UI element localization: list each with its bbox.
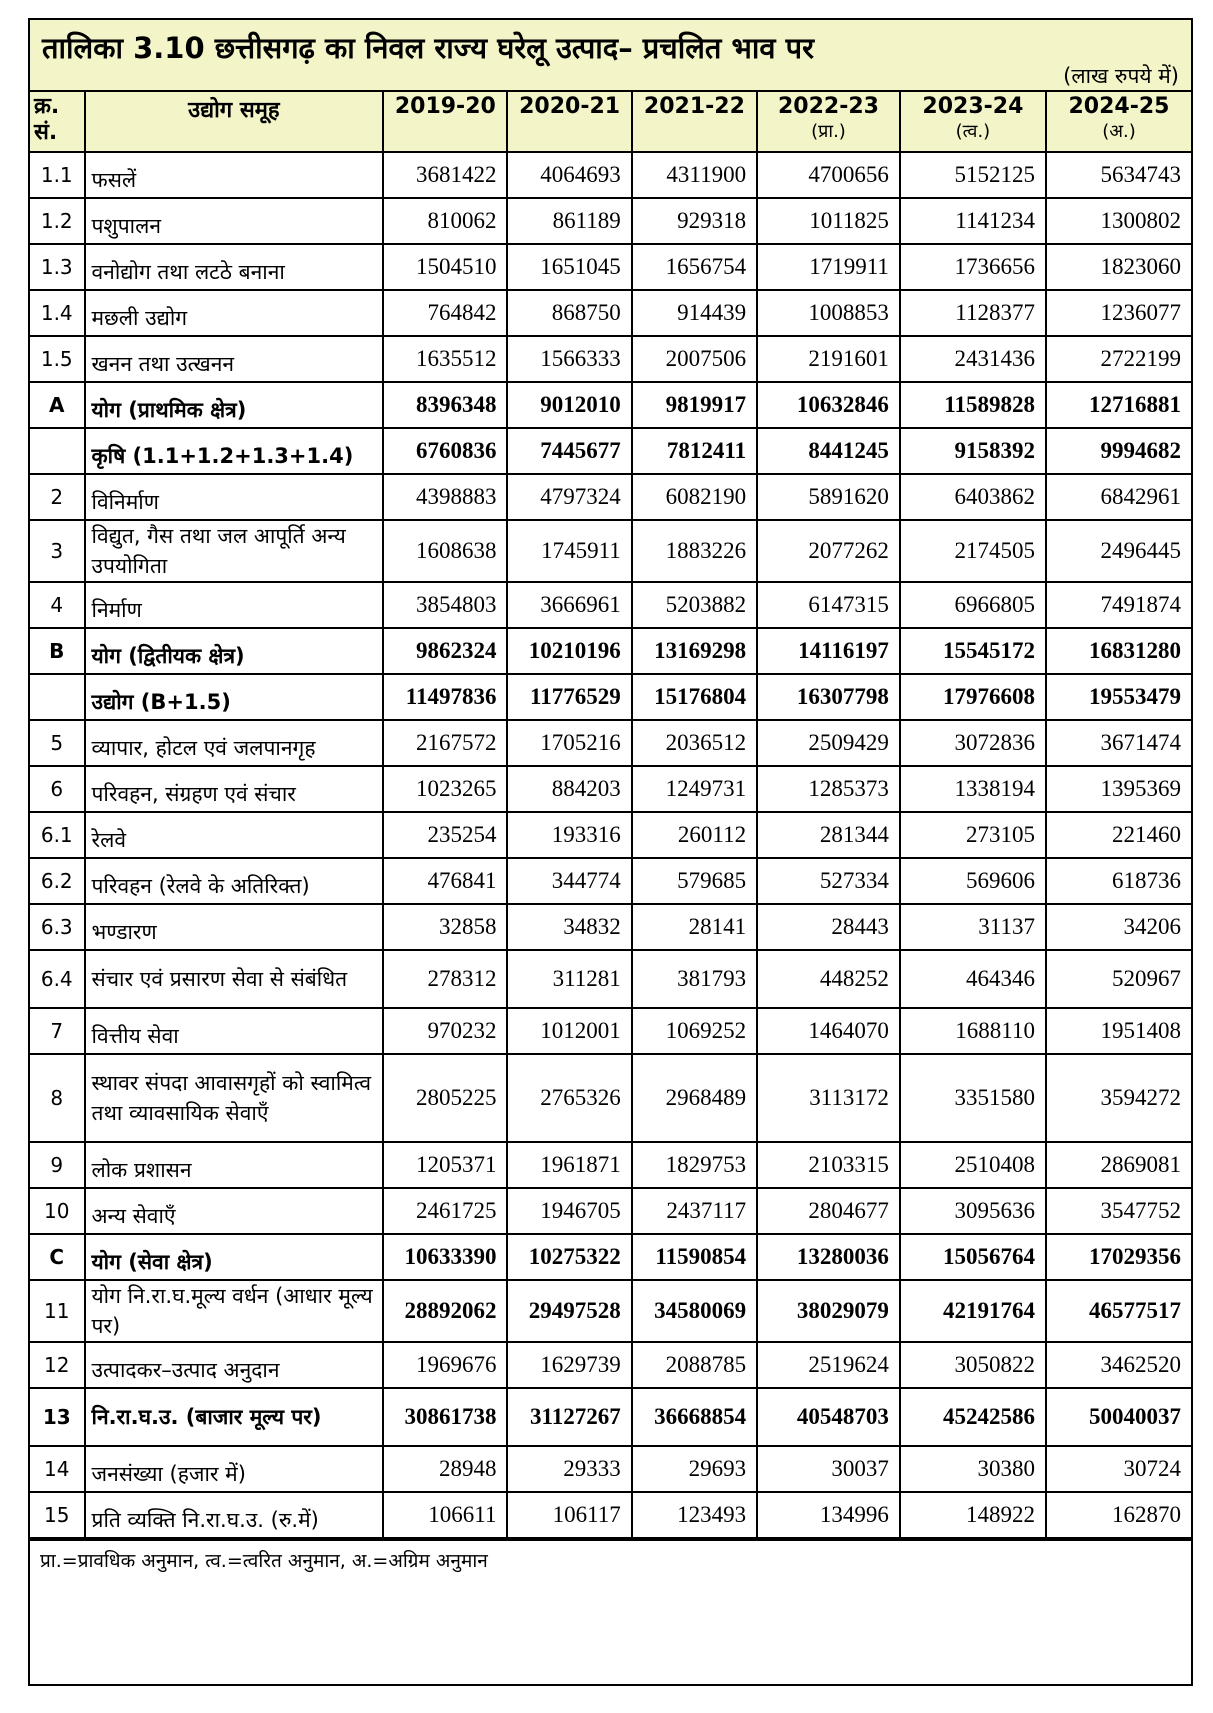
value-cell: 3854803 [383,582,507,628]
table-body [30,152,1191,1538]
serial-number-cell: 6.2 [30,858,85,904]
value-cell: 2431436 [900,336,1046,382]
header-year-label: 2019-20 [394,94,496,119]
value-cell: 7491874 [1046,582,1191,628]
serial-number-cell: 2 [30,474,85,520]
header-year [757,92,900,152]
table-row [30,1234,1191,1280]
value-cell: 40548703 [757,1388,900,1446]
gdp-table [30,92,1191,1539]
industry-name-cell: पशुपालन [85,198,384,244]
value-cell: 106117 [507,1492,631,1538]
value-cell: 2804677 [757,1188,900,1234]
value-cell: 2167572 [383,720,507,766]
value-cell: 2519624 [757,1342,900,1388]
value-cell: 1069252 [632,1008,757,1054]
value-cell: 6966805 [900,582,1046,628]
serial-number-cell: A [30,382,85,428]
industry-name-cell: विनिर्माण [85,474,384,520]
serial-number-cell [30,428,85,474]
header-year [632,92,757,152]
value-cell: 914439 [632,290,757,336]
header-year [383,92,507,152]
value-cell: 2496445 [1046,520,1191,582]
value-cell: 19553479 [1046,674,1191,720]
value-cell: 3050822 [900,1342,1046,1388]
header-industry-group: उद्योग समूह [85,92,384,152]
value-cell: 13280036 [757,1234,900,1280]
value-cell: 1829753 [632,1142,757,1188]
table-row [30,858,1191,904]
value-cell: 1745911 [507,520,631,582]
value-cell: 1249731 [632,766,757,812]
value-cell: 2007506 [632,336,757,382]
serial-number-cell: 6 [30,766,85,812]
header-year-label: 2022-23 [777,94,879,119]
table-row [30,1492,1191,1538]
industry-name-cell: योग (प्राथमिक क्षेत्र) [85,382,384,428]
value-cell: 2103315 [757,1142,900,1188]
industry-name-cell: विद्युत, गैस तथा जल आपूर्ति अन्य उपयोगिता [85,520,384,582]
industry-name-cell: भण्डारण [85,904,384,950]
value-cell: 4700656 [757,152,900,198]
value-cell: 1011825 [757,198,900,244]
serial-number-cell: 1.3 [30,244,85,290]
value-cell: 6082190 [632,474,757,520]
value-cell: 221460 [1046,812,1191,858]
header-year-estimate-type: (प्रा.) [811,121,846,142]
value-cell: 28892062 [383,1280,507,1342]
industry-name-cell: स्थावर संपदा आवासगृहों को स्वामित्व तथा व्यावसायिक सेवाएँ [85,1054,384,1142]
value-cell: 1285373 [757,766,900,812]
value-cell: 1656754 [632,244,757,290]
value-cell: 30380 [900,1446,1046,1492]
value-cell: 929318 [632,198,757,244]
industry-name-cell: उत्पादकर–उत्पाद अनुदान [85,1342,384,1388]
table-row [30,1054,1191,1142]
serial-number-cell: 1.2 [30,198,85,244]
value-cell: 235254 [383,812,507,858]
value-cell: 868750 [507,290,631,336]
table-row [30,290,1191,336]
industry-name-cell: रेलवे [85,812,384,858]
value-cell: 1464070 [757,1008,900,1054]
value-cell: 4311900 [632,152,757,198]
value-cell: 11776529 [507,674,631,720]
serial-number-cell: 6.1 [30,812,85,858]
value-cell: 1128377 [900,290,1046,336]
value-cell: 569606 [900,858,1046,904]
unit-note: (लाख रुपये में) [1063,64,1179,88]
value-cell: 1236077 [1046,290,1191,336]
value-cell: 579685 [632,858,757,904]
industry-name-cell: लोक प्रशासन [85,1142,384,1188]
value-cell: 5203882 [632,582,757,628]
value-cell: 15176804 [632,674,757,720]
value-cell: 31127267 [507,1388,631,1446]
value-cell: 1946705 [507,1188,631,1234]
value-cell: 45242586 [900,1388,1046,1446]
value-cell: 1205371 [383,1142,507,1188]
table-row [30,720,1191,766]
industry-name-cell: निर्माण [85,582,384,628]
industry-name-cell: मछली उद्योग [85,290,384,336]
value-cell: 2805225 [383,1054,507,1142]
serial-number-cell: 9 [30,1142,85,1188]
value-cell: 134996 [757,1492,900,1538]
value-cell: 16307798 [757,674,900,720]
serial-number-cell: 3 [30,520,85,582]
value-cell: 28948 [383,1446,507,1492]
value-cell: 11497836 [383,674,507,720]
header-year-label: 2020-21 [519,94,621,119]
serial-number-cell: 1.5 [30,336,85,382]
value-cell: 1705216 [507,720,631,766]
table-row [30,1446,1191,1492]
value-cell: 278312 [383,950,507,1008]
value-cell: 1395369 [1046,766,1191,812]
industry-name-cell: योग (द्वितीयक क्षेत्र) [85,628,384,674]
value-cell: 11590854 [632,1234,757,1280]
value-cell: 2510408 [900,1142,1046,1188]
serial-number-cell: B [30,628,85,674]
value-cell: 9862324 [383,628,507,674]
value-cell: 970232 [383,1008,507,1054]
header-year-estimate-type: (त्व.) [955,121,991,142]
header-year-label: 2023-24 [922,94,1024,119]
value-cell: 3681422 [383,152,507,198]
value-cell: 1300802 [1046,198,1191,244]
value-cell: 3671474 [1046,720,1191,766]
value-cell: 32858 [383,904,507,950]
value-cell: 10632846 [757,382,900,428]
table-row [30,520,1191,582]
industry-name-cell: वित्तीय सेवा [85,1008,384,1054]
industry-name-cell: जनसंख्या (हजार में) [85,1446,384,1492]
industry-name-cell: संचार एवं प्रसारण सेवा से संबंधित [85,950,384,1008]
value-cell: 148922 [900,1492,1046,1538]
value-cell: 36668854 [632,1388,757,1446]
serial-number-cell: 14 [30,1446,85,1492]
value-cell: 10275322 [507,1234,631,1280]
value-cell: 260112 [632,812,757,858]
value-cell: 1141234 [900,198,1046,244]
industry-name-cell: फसलें [85,152,384,198]
value-cell: 2077262 [757,520,900,582]
table-row [30,1142,1191,1188]
value-cell: 13169298 [632,628,757,674]
value-cell: 15545172 [900,628,1046,674]
table-row [30,950,1191,1008]
industry-name-cell: प्रति व्यक्ति नि.रा.घ.उ. (रु.में) [85,1492,384,1538]
serial-number-cell: 6.3 [30,904,85,950]
header-year-label: 2024-25 [1068,94,1170,119]
value-cell: 46577517 [1046,1280,1191,1342]
serial-number-cell: 15 [30,1492,85,1538]
value-cell: 1961871 [507,1142,631,1188]
value-cell: 50040037 [1046,1388,1191,1446]
value-cell: 4398883 [383,474,507,520]
value-cell: 12716881 [1046,382,1191,428]
industry-name-cell: व्यापार, होटल एवं जलपानगृह [85,720,384,766]
value-cell: 2174505 [900,520,1046,582]
value-cell: 11589828 [900,382,1046,428]
value-cell: 2869081 [1046,1142,1191,1188]
value-cell: 884203 [507,766,631,812]
value-cell: 34206 [1046,904,1191,950]
value-cell: 527334 [757,858,900,904]
value-cell: 2509429 [757,720,900,766]
value-cell: 1338194 [900,766,1046,812]
value-cell: 34832 [507,904,631,950]
value-cell: 764842 [383,290,507,336]
industry-name-cell: वनोद्योग तथा लटठे बनाना [85,244,384,290]
title-bar [30,20,1191,92]
value-cell: 30724 [1046,1446,1191,1492]
industry-name-cell: उद्योग (B+1.5) [85,674,384,720]
value-cell: 381793 [632,950,757,1008]
value-cell: 5152125 [900,152,1046,198]
value-cell: 3666961 [507,582,631,628]
value-cell: 3095636 [900,1188,1046,1234]
value-cell: 3594272 [1046,1054,1191,1142]
value-cell: 38029079 [757,1280,900,1342]
value-cell: 14116197 [757,628,900,674]
header-row [30,92,1191,152]
value-cell: 123493 [632,1492,757,1538]
value-cell: 1969676 [383,1342,507,1388]
header-year-label: 2021-22 [643,94,745,119]
value-cell: 5891620 [757,474,900,520]
value-cell: 28443 [757,904,900,950]
industry-name-cell: योग (सेवा क्षेत्र) [85,1234,384,1280]
table-row [30,1008,1191,1054]
serial-number-cell: 7 [30,1008,85,1054]
value-cell: 344774 [507,858,631,904]
value-cell: 273105 [900,812,1046,858]
serial-number-cell: 5 [30,720,85,766]
value-cell: 162870 [1046,1492,1191,1538]
value-cell: 2191601 [757,336,900,382]
table-row [30,1280,1191,1342]
value-cell: 6147315 [757,582,900,628]
serial-number-cell: 8 [30,1054,85,1142]
value-cell: 31137 [900,904,1046,950]
value-cell: 34580069 [632,1280,757,1342]
table-row [30,382,1191,428]
value-cell: 1629739 [507,1342,631,1388]
value-cell: 464346 [900,950,1046,1008]
value-cell: 1608638 [383,520,507,582]
value-cell: 6760836 [383,428,507,474]
value-cell: 2722199 [1046,336,1191,382]
value-cell: 1504510 [383,244,507,290]
value-cell: 17029356 [1046,1234,1191,1280]
industry-name-cell: खनन तथा उत्खनन [85,336,384,382]
value-cell: 476841 [383,858,507,904]
document-page [28,18,1193,1686]
value-cell: 8396348 [383,382,507,428]
table-row [30,474,1191,520]
value-cell: 7445677 [507,428,631,474]
value-cell: 1883226 [632,520,757,582]
serial-number-cell: 6.4 [30,950,85,1008]
value-cell: 3351580 [900,1054,1046,1142]
serial-number-cell: 4 [30,582,85,628]
value-cell: 6403862 [900,474,1046,520]
serial-number-cell: 12 [30,1342,85,1388]
header-year [507,92,631,152]
value-cell: 311281 [507,950,631,1008]
table-row [30,1388,1191,1446]
value-cell: 2036512 [632,720,757,766]
serial-number-cell: 10 [30,1188,85,1234]
industry-name-cell: अन्य सेवाएँ [85,1188,384,1234]
header-year-estimate-type: (अ.) [1102,121,1136,142]
value-cell: 3113172 [757,1054,900,1142]
value-cell: 3072836 [900,720,1046,766]
value-cell: 30861738 [383,1388,507,1446]
value-cell: 9994682 [1046,428,1191,474]
value-cell: 281344 [757,812,900,858]
serial-number-cell: C [30,1234,85,1280]
table-title: तालिका 3.10 छत्तीसगढ़ का निवल राज्य घरेलू उत्पाद– प्रचलित भाव पर [42,31,814,65]
value-cell: 4064693 [507,152,631,198]
value-cell: 15056764 [900,1234,1046,1280]
header-year [1046,92,1191,152]
footnote: प्रा.=प्रावधिक अनुमान, त्व.=त्वरित अनुमान, अ.=अग्रिम अनुमान [30,1539,1191,1575]
value-cell: 2968489 [632,1054,757,1142]
value-cell: 29693 [632,1446,757,1492]
value-cell: 861189 [507,198,631,244]
value-cell: 1823060 [1046,244,1191,290]
header-serial-number: क्र. सं. [30,92,85,152]
value-cell: 810062 [383,198,507,244]
value-cell: 1635512 [383,336,507,382]
value-cell: 3547752 [1046,1188,1191,1234]
value-cell: 1951408 [1046,1008,1191,1054]
table-row [30,1342,1191,1388]
value-cell: 1651045 [507,244,631,290]
industry-name-cell: परिवहन (रेलवे के अतिरिक्त) [85,858,384,904]
value-cell: 29497528 [507,1280,631,1342]
table-row [30,628,1191,674]
value-cell: 9012010 [507,382,631,428]
value-cell: 193316 [507,812,631,858]
value-cell: 1736656 [900,244,1046,290]
value-cell: 448252 [757,950,900,1008]
industry-name-cell: कृषि (1.1+1.2+1.3+1.4) [85,428,384,474]
value-cell: 3462520 [1046,1342,1191,1388]
value-cell: 10633390 [383,1234,507,1280]
value-cell: 1566333 [507,336,631,382]
value-cell: 4797324 [507,474,631,520]
value-cell: 2765326 [507,1054,631,1142]
header-year [900,92,1046,152]
table-row [30,1188,1191,1234]
serial-number-cell: 11 [30,1280,85,1342]
value-cell: 520967 [1046,950,1191,1008]
value-cell: 28141 [632,904,757,950]
value-cell: 106611 [383,1492,507,1538]
table-row [30,766,1191,812]
table-row [30,582,1191,628]
table-row [30,428,1191,474]
value-cell: 1719911 [757,244,900,290]
table-row [30,244,1191,290]
table-row [30,812,1191,858]
value-cell: 1008853 [757,290,900,336]
value-cell: 2461725 [383,1188,507,1234]
serial-number-cell [30,674,85,720]
table-row [30,904,1191,950]
value-cell: 5634743 [1046,152,1191,198]
value-cell: 17976608 [900,674,1046,720]
value-cell: 6842961 [1046,474,1191,520]
value-cell: 1688110 [900,1008,1046,1054]
table-row [30,674,1191,720]
value-cell: 29333 [507,1446,631,1492]
value-cell: 2088785 [632,1342,757,1388]
table-row [30,336,1191,382]
serial-number-cell: 1.4 [30,290,85,336]
value-cell: 7812411 [632,428,757,474]
industry-name-cell: योग नि.रा.घ.मूल्य वर्धन (आधार मूल्य पर) [85,1280,384,1342]
value-cell: 1012001 [507,1008,631,1054]
industry-name-cell: नि.रा.घ.उ. (बाजार मूल्य पर) [85,1388,384,1446]
value-cell: 42191764 [900,1280,1046,1342]
value-cell: 9158392 [900,428,1046,474]
value-cell: 2437117 [632,1188,757,1234]
value-cell: 9819917 [632,382,757,428]
table-row [30,198,1191,244]
value-cell: 10210196 [507,628,631,674]
serial-number-cell: 1.1 [30,152,85,198]
table-row [30,152,1191,198]
value-cell: 16831280 [1046,628,1191,674]
industry-name-cell: परिवहन, संग्रहण एवं संचार [85,766,384,812]
value-cell: 8441245 [757,428,900,474]
value-cell: 1023265 [383,766,507,812]
serial-number-cell: 13 [30,1388,85,1446]
value-cell: 618736 [1046,858,1191,904]
value-cell: 30037 [757,1446,900,1492]
